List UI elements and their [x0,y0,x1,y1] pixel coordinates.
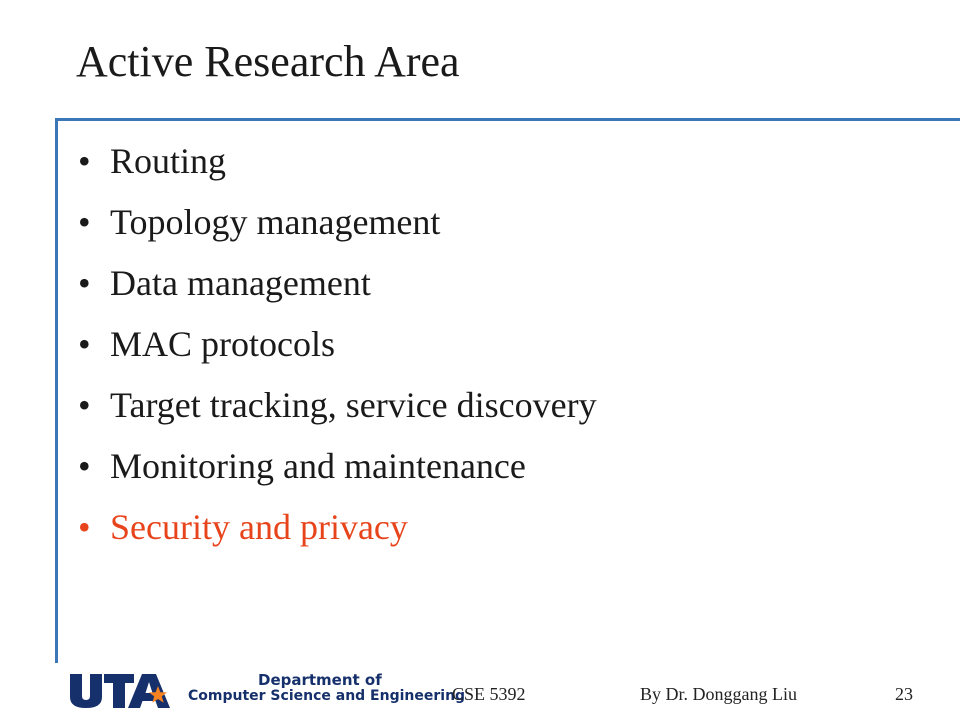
slide-title: Active Research Area [76,37,460,86]
top-accent-rule [55,118,960,121]
author-credit: By Dr. Donggang Liu [640,684,797,704]
department-label [188,672,465,704]
uta-logo [68,672,172,710]
department-line1: Department of [258,671,382,689]
bullet-text: MAC protocols [110,324,335,364]
page-number: 23 [895,684,913,704]
bullet-icon: • [78,263,91,303]
left-accent-rule [55,118,58,663]
bullet-icon: • [78,202,91,242]
bullet-text: Monitoring and maintenance [110,446,526,486]
bullet-icon: • [78,446,91,486]
course-code: CSE 5392 [452,684,526,704]
bullet-text: Routing [110,141,227,181]
bullet-text: Target tracking, service discovery [110,385,597,425]
bullet-icon: • [78,141,91,181]
bullet-text: Topology management [110,202,441,242]
bullet-text: Data management [110,263,371,303]
bullet-icon: • [78,507,91,547]
bullet-icon: • [78,324,91,364]
bullet-icon: • [78,385,91,425]
department-line2: Computer Science and Engineering [188,687,466,704]
bullet-text: Security and privacy [110,507,408,547]
